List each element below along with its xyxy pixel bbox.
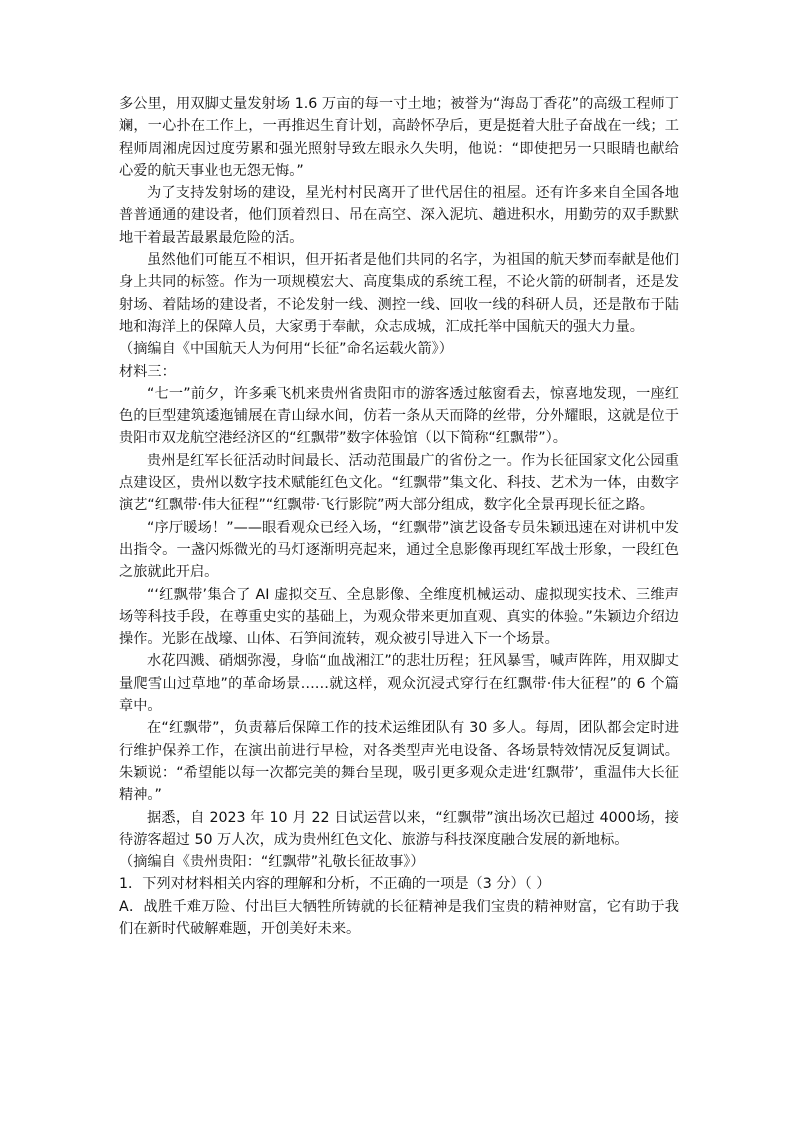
question-1-option-a: A．战胜千难万险、付出巨大牺牲所铸就的长征精神是我们宝贵的精神财富，它有助于我们在新时代破解难题，开创美好未来。	[119, 898, 679, 937]
question-1: 1．下列对材料相关内容的理解和分析，不正确的一项是（3 分）（ ）	[119, 876, 551, 893]
paragraph-7: “‘红飘带’集合了 AI 虚拟交互、全息影像、全维度机械运动、虚拟现实技术、三维声场等科技手段，在尊重史实的基础上，为观众带来更加直观、真实的体验。”朱颖边介绍边操作。光影在战壕、山体、石笋间流转，观众被引导进入下一个场景。	[119, 586, 679, 648]
source-citation-1: （摘编自《中国航天人为何用“长征”命名运载火箭》）	[119, 341, 453, 358]
paragraph-3: 虽然他们可能互不相识，但开拓者是他们共同的名字，为祖国的航天梦而奉献是他们身上共同的标签。作为一项规模宏大、高度集成的系统工程，不论火箭的研制者，还是发射场、着陆场的建设者，不论发射一线、测控一线、回收一线的科研人员，还是散布于陆地和海洋上的保障人员，大家勇于奉献，众志成城，汇成托举中国航天的强大力量。	[119, 252, 679, 335]
source-citation-2: （摘编自《贵州贵阳：“红飘带”礼敬长征故事》）	[119, 854, 425, 871]
document-body	[119, 93, 679, 940]
paragraph-1: 多公里，用双脚丈量发射场 1.6 万亩的每一寸土地；被誉为“海岛丁香花”的高级工程师丁斓，一心扑在工作上，一再推迟生育计划，高龄怀孕后，更是挺着大肚子奋战在一线；工程师周湘虎因过度劳累和强光照射导致左眼永久失明，他说：“即使把另一只眼睛也献给心爱的航天事业也无怨无悔。”	[119, 96, 679, 179]
paragraph-10: 据悉，自 2023 年 10 月 22 日试运营以来，“红飘带”演出场次已超过 4000场，接待游客超过 50 万人次，成为贵州红色文化、旅游与科技深度融合发展的新地标。	[119, 809, 679, 848]
paragraph-4: “七一”前夕，许多乘飞机来贵州省贵阳市的游客透过舷窗看去，惊喜地发现，一座红色的巨型建筑逶迤铺展在青山绿水间，仿若一条从天而降的丝带，分外耀眼，这就是位于贵阳市双龙航空港经济区的“红飘带”数字体验馆（以下简称“红飘带”）。	[119, 385, 679, 447]
paragraph-9: 在“红飘带”，负责幕后保障工作的技术运维团队有 30 多人。每周，团队都会定时进行维护保养工作，在演出前进行早检，对各类型声光电设备、各场景特效情况反复调试。朱颖说：“希望能以每一次都完美的舞台呈现，吸引更多观众走进‘红飘带’，重温伟大长征精神。”	[119, 720, 679, 804]
paragraph-2: 为了支持发射场的建设，星光村村民离开了世代居住的祖屋。还有许多来自全国各地普普通通的建设者，他们顶着烈日、吊在高空、深入泥坑、趟进积水，用勤劳的双手默默地干着最苦最累最危险的活。	[119, 185, 679, 246]
paragraph-8: 水花四溅、硝烟弥漫，身临“血战湘江”的悲壮历程；狂风暴雪，喊声阵阵，用双脚丈量爬雪山过草地”的革命场景……就这样，观众沉浸式穿行在红飘带·伟大征程”的 6 个篇章中。	[119, 653, 679, 715]
paragraph-6: “序厅暖场！”——眼看观众已经入场，“红飘带”演艺设备专员朱颖迅速在对讲机中发出指令。一盏闪烁微光的马灯逐渐明亮起来，通过全息影像再现红军战士形象，一段红色之旅就此开启。	[119, 519, 679, 581]
paragraph-5: 贵州是红军长征活动时间最长、活动范围最广的省份之一。作为长征国家文化公园重点建设区，贵州以数字技术赋能红色文化。“红飘带”集文化、科技、艺术为一体，由数字演艺“红飘带·伟大征程”“红飘带·飞行影院”两大部分组成，数字化全景再现长征之路。	[119, 452, 679, 514]
section-heading-material-3: 材料三：	[119, 363, 176, 380]
